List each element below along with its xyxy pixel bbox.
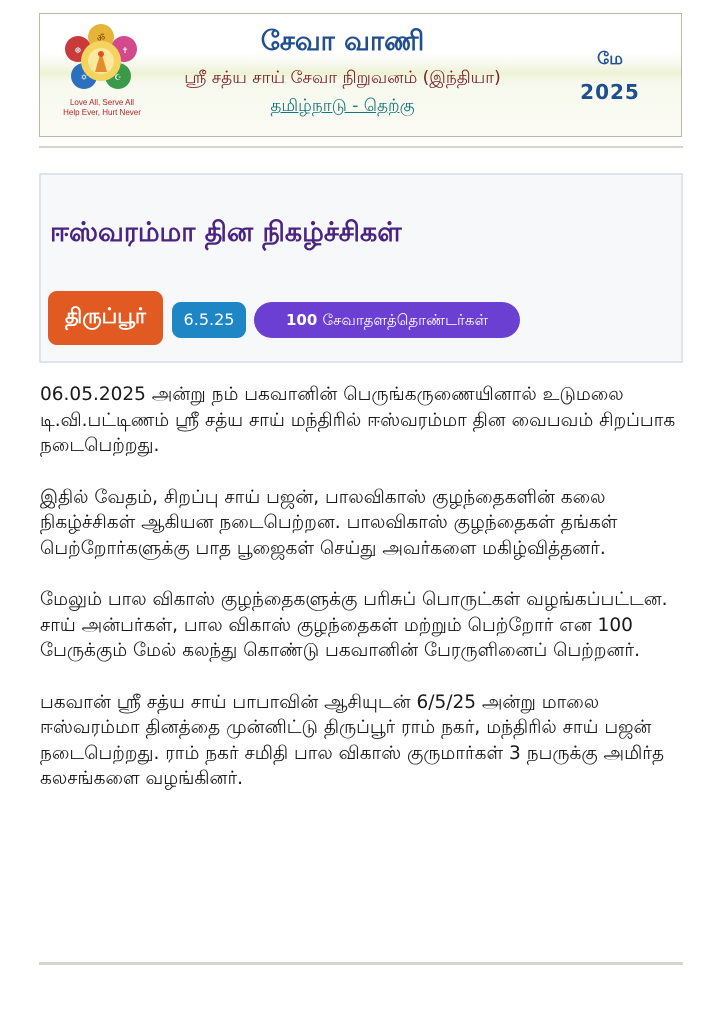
article-paragraph-3: மேலும் பால விகாஸ் குழந்தைகளுக்கு பரிசுப் பொருட்கள் வழங்கப்பட்டன. சாய் அன்பர்கள், பால விகாஸ் குழந்தைகள் மற்றும் பெற்றோர் என 100 பேருக்கும் மேல் கலந்து கொண்டு பகவானின் பேரருளினைப் பெற்றனர்.: [40, 589, 668, 661]
newsletter-header: [39, 13, 682, 137]
region-label[interactable]: தமிழ்நாடு - தெற்கு: [270, 96, 415, 116]
svg-text:✡: ✡: [80, 73, 88, 82]
article-paragraph-4: பகவான் ஸ்ரீ சத்ய சாய் பாபாவின் ஆசியுடன் 6/5/25 அன்று மாலை ஈஸ்வரம்மா தினத்தை முன்னிட்டு திருப்பூர் ராம் நகர், மந்திரில் சாய் பஜன் நடைபெற்றது. ராம் நகர் சமிதி பால விகாஸ் குருமார்கள் 3 நபருக்கு அமிர்த கலசங்களை வழங்கினர்.: [40, 691, 665, 789]
volunteers-count: 100: [285, 311, 318, 329]
footer-divider: [39, 962, 683, 965]
volunteers-badge: [254, 302, 520, 338]
event-card: [39, 173, 683, 363]
svg-text:☪: ☪: [114, 73, 122, 82]
tagline: [52, 98, 152, 118]
region-link[interactable]: [160, 94, 525, 118]
tagline-line-2: Help Ever, Hurt Never: [63, 108, 141, 117]
svg-text:✝: ✝: [121, 46, 129, 55]
date-badge: 6.5.25: [172, 302, 246, 338]
article-body: [40, 382, 690, 818]
article-paragraph-1: 06.05.2025 அன்று நம் பகவானின் பெருங்கருணையினால் உடுமலை டி.வி.பட்டிணம் ஸ்ரீ சத்ய சாய் மந்திரில் ஈஸ்வரம்மா தின வைபவம் சிறப்பாக நடைபெற்றது.: [40, 384, 676, 456]
issue-month: மே: [597, 49, 623, 69]
event-title: ஈஸ்வரம்மா தின நிகழ்ச்சிகள்: [50, 217, 402, 248]
svg-text:ॐ: ॐ: [96, 34, 106, 44]
place-badge: திருப்பூர்: [48, 291, 163, 345]
header-divider: [39, 146, 683, 148]
tagline-line-1: Love All, Serve All: [69, 98, 135, 107]
volunteers-label: சேவாதளத்தொண்டர்கள்: [322, 311, 489, 329]
sai-sarva-dharma-icon: [62, 24, 140, 96]
newsletter-title: சேவா வாணி: [260, 26, 425, 57]
article-paragraph-2: இதில் வேதம், சிறப்பு சாய் பஜன், பாலவிகாஸ் குழந்தைகளின் கலை நிகழ்ச்சிகள் ஆகியன நடைபெற்றன. பாலவிகாஸ் குழந்தைகள் தங்கள் பெற்றோர்களுக்கு பாத பூஜைகள் செய்து அவர்களை மகிழ்வித்தனர்.: [40, 486, 618, 559]
organization-name: ஸ்ரீ சத்ய சாய் சேவா நிறுவனம் (இந்தியா): [184, 68, 501, 88]
svg-text:☸: ☸: [74, 46, 82, 55]
issue-year: 2025: [580, 80, 640, 104]
